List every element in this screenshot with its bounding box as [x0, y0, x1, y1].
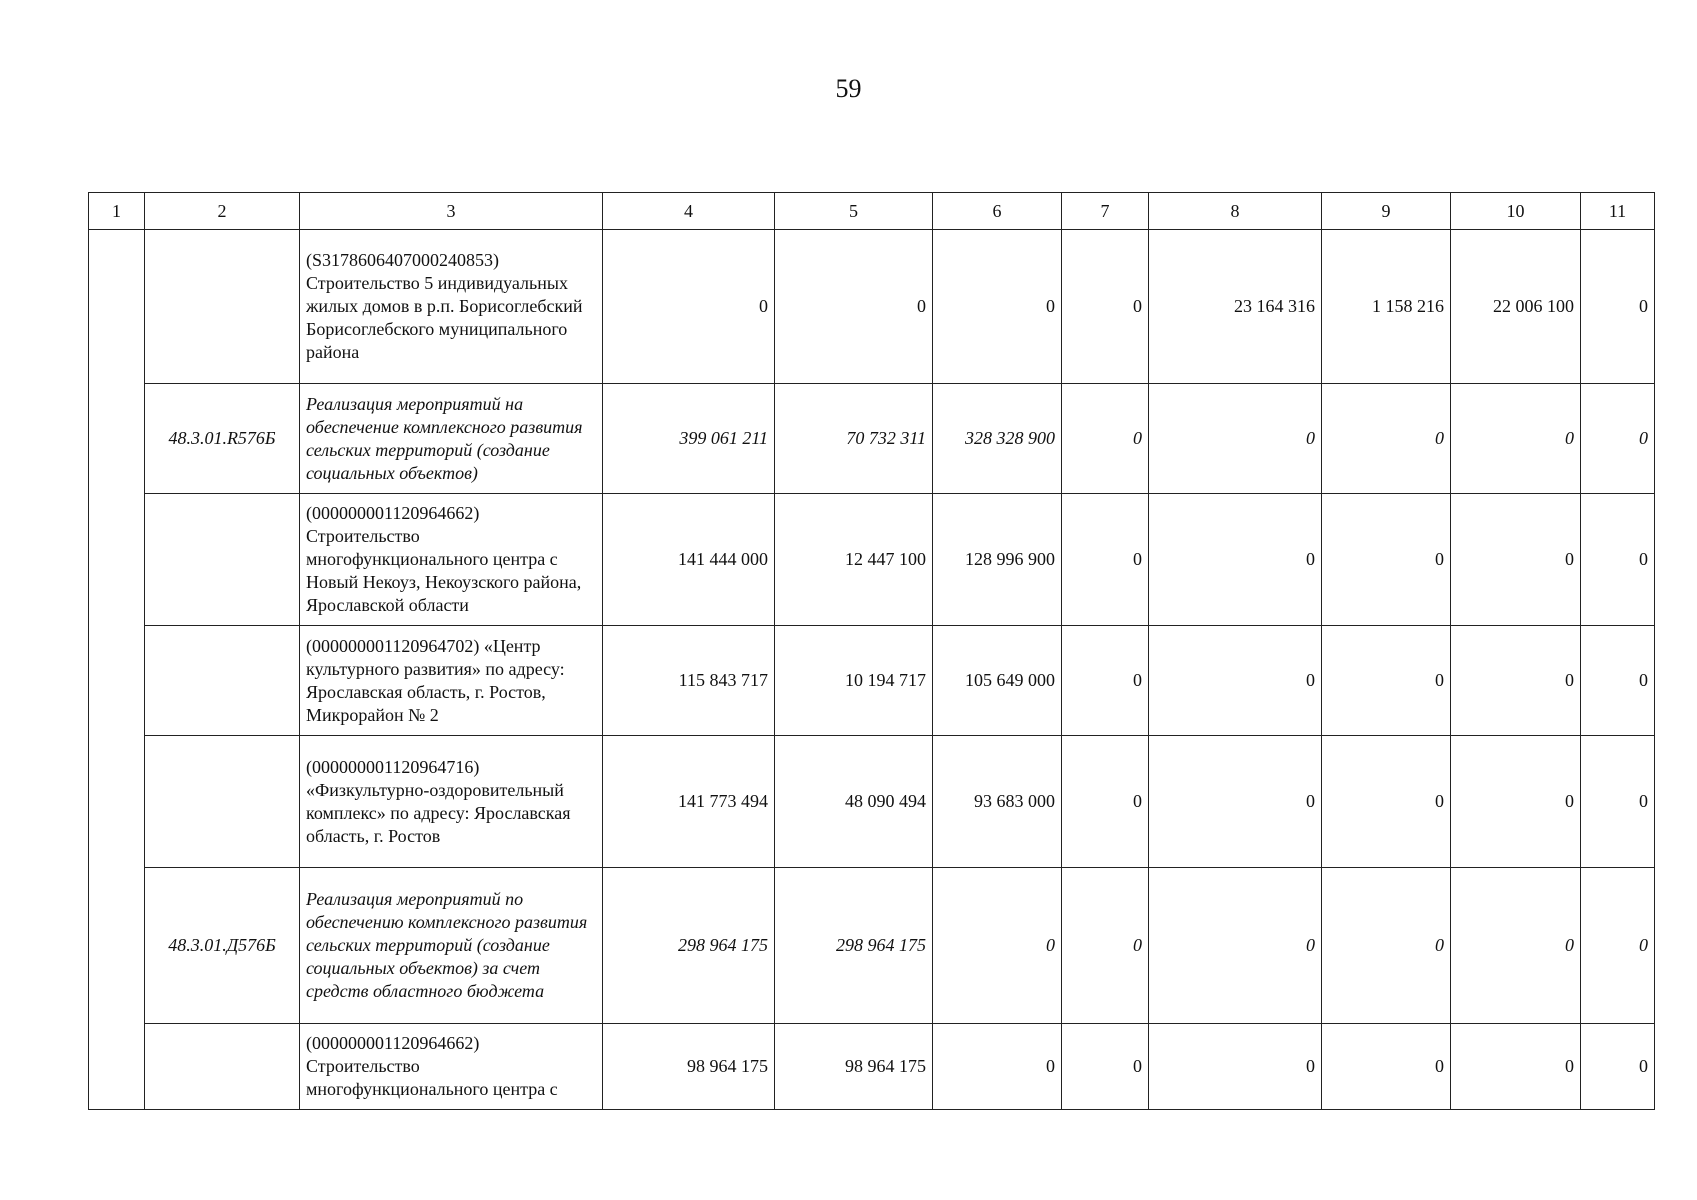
value-cell: 0: [1581, 736, 1655, 868]
value-cell: 23 164 316: [1149, 230, 1322, 384]
code-cell: [145, 626, 300, 736]
value-cell: 0: [1062, 1024, 1149, 1110]
name-cell: (000000001120964702) «Центр культурного развития» по адресу: Ярославская область, г. Ростов, Микрорайон № 2: [300, 626, 603, 736]
value-cell: 298 964 175: [775, 868, 933, 1024]
code-cell: [145, 1024, 300, 1110]
value-cell: 0: [1451, 626, 1581, 736]
value-cell: 0: [1581, 1024, 1655, 1110]
value-cell: 98 964 175: [775, 1024, 933, 1110]
value-cell: 0: [1149, 626, 1322, 736]
value-cell: 0: [933, 230, 1062, 384]
value-cell: 0: [1322, 384, 1451, 494]
header-cell: 6: [933, 193, 1062, 230]
value-cell: 0: [1322, 494, 1451, 626]
value-cell: 298 964 175: [603, 868, 775, 1024]
value-cell: 0: [1581, 384, 1655, 494]
table-row: [89, 736, 1655, 868]
value-cell: 0: [1581, 626, 1655, 736]
merged-column-1-cell: [89, 230, 145, 1110]
value-cell: 0: [1149, 868, 1322, 1024]
header-cell: 4: [603, 193, 775, 230]
value-cell: 0: [933, 868, 1062, 1024]
name-cell: (000000001120964662) Строительство многофункционального центра с: [300, 1024, 603, 1110]
value-cell: 0: [603, 230, 775, 384]
value-cell: 0: [1062, 230, 1149, 384]
value-cell: 0: [1322, 868, 1451, 1024]
header-cell: 8: [1149, 193, 1322, 230]
value-cell: 12 447 100: [775, 494, 933, 626]
value-cell: 0: [1062, 868, 1149, 1024]
value-cell: 0: [1581, 494, 1655, 626]
header-cell: 1: [89, 193, 145, 230]
table-row: [89, 230, 1655, 384]
value-cell: 0: [1062, 626, 1149, 736]
value-cell: 48 090 494: [775, 736, 933, 868]
value-cell: 0: [1451, 868, 1581, 1024]
budget-table: [88, 192, 1655, 1110]
value-cell: 0: [1581, 230, 1655, 384]
value-cell: 0: [1451, 736, 1581, 868]
name-cell: Реализация мероприятий на обеспечение комплексного развития сельских территорий (создание социальных объектов): [300, 384, 603, 494]
table-row: [89, 626, 1655, 736]
header-row: [89, 193, 1655, 230]
value-cell: 0: [1149, 384, 1322, 494]
value-cell: 0: [1451, 384, 1581, 494]
value-cell: 0: [1062, 384, 1149, 494]
value-cell: 0: [1581, 868, 1655, 1024]
name-cell: (000000001120964662) Строительство многофункционального центра с Новый Некоуз, Некоузского района, Ярославской области: [300, 494, 603, 626]
value-cell: 115 843 717: [603, 626, 775, 736]
header-cell: 10: [1451, 193, 1581, 230]
value-cell: 0: [1451, 494, 1581, 626]
value-cell: 328 328 900: [933, 384, 1062, 494]
table-row: [89, 494, 1655, 626]
value-cell: 22 006 100: [1451, 230, 1581, 384]
code-cell: 48.3.01.Д576Б: [145, 868, 300, 1024]
name-cell: (000000001120964716) «Физкультурно-оздоровительный комплекс» по адресу: Ярославская область, г. Ростов: [300, 736, 603, 868]
value-cell: 141 444 000: [603, 494, 775, 626]
header-cell: 9: [1322, 193, 1451, 230]
value-cell: 141 773 494: [603, 736, 775, 868]
name-cell: (S3178606407000240853) Строительство 5 индивидуальных жилых домов в р.п. Борисоглебский Борисоглебского муниципального района: [300, 230, 603, 384]
value-cell: 0: [1451, 1024, 1581, 1110]
value-cell: 0: [1322, 736, 1451, 868]
value-cell: 0: [1149, 1024, 1322, 1110]
code-cell: [145, 736, 300, 868]
value-cell: 0: [1149, 736, 1322, 868]
value-cell: 399 061 211: [603, 384, 775, 494]
header-cell: 5: [775, 193, 933, 230]
value-cell: 98 964 175: [603, 1024, 775, 1110]
value-cell: 1 158 216: [1322, 230, 1451, 384]
value-cell: 0: [775, 230, 933, 384]
value-cell: 0: [1149, 494, 1322, 626]
value-cell: 0: [1062, 494, 1149, 626]
name-cell: Реализация мероприятий по обеспечению комплексного развития сельских территорий (создание социальных объектов) за счет средств областного бюджета: [300, 868, 603, 1024]
code-cell: 48.3.01.R576Б: [145, 384, 300, 494]
value-cell: 93 683 000: [933, 736, 1062, 868]
value-cell: 105 649 000: [933, 626, 1062, 736]
value-cell: 128 996 900: [933, 494, 1062, 626]
header-cell: 2: [145, 193, 300, 230]
code-cell: [145, 230, 300, 384]
header-cell: 3: [300, 193, 603, 230]
value-cell: 10 194 717: [775, 626, 933, 736]
value-cell: 0: [1322, 626, 1451, 736]
table-row: [89, 868, 1655, 1024]
code-cell: [145, 494, 300, 626]
value-cell: 0: [1322, 1024, 1451, 1110]
value-cell: 0: [1062, 736, 1149, 868]
table-row: [89, 1024, 1655, 1110]
value-cell: 70 732 311: [775, 384, 933, 494]
header-cell: 7: [1062, 193, 1149, 230]
value-cell: 0: [933, 1024, 1062, 1110]
table-row: [89, 384, 1655, 494]
page-number: 59: [835, 74, 862, 103]
header-cell: 11: [1581, 193, 1655, 230]
